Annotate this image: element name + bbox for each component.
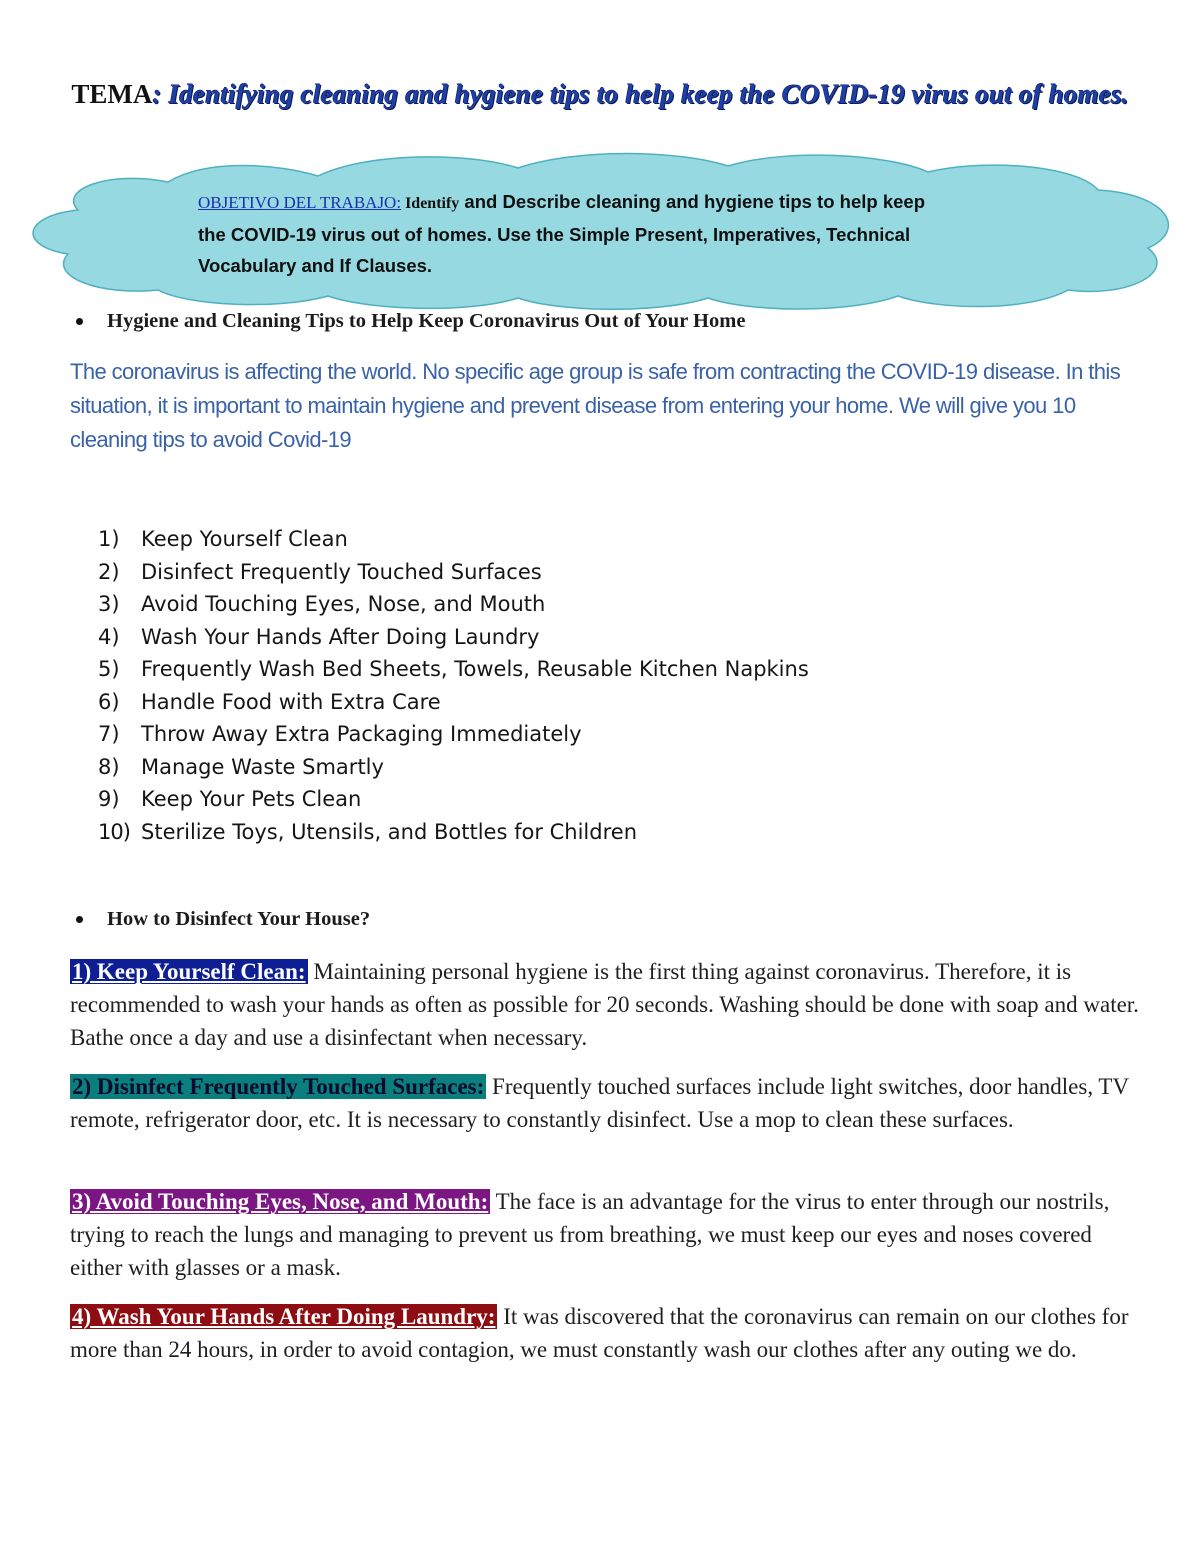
intro-paragraph: The coronavirus is affecting the world. No specific age group is safe from contracting the COVID-19 disease. In this situation, it is important to maintain hygiene and prevent disease from entering your home. We will give you 10 cleaning tips to avoid Covid-19 — [70, 359, 1121, 452]
section-heading-tips-text: Hygiene and Cleaning Tips to Help Keep Coronavirus Out of Your Home — [107, 310, 746, 332]
detail-paragraph-4 — [70, 1300, 1140, 1366]
list-item: 8) Manage Waste Smartly — [98, 754, 384, 779]
detail-label-2: 2) Disinfect Frequently Touched Surfaces: — [72, 1074, 485, 1099]
title-topic: : Identifying cleaning and hygiene tips to help keep the COVID-19 virus out of homes. — [152, 79, 1129, 109]
objective-body: and Describe cleaning and hygiene tips to help keep the COVID-19 virus out of homes. Use the Simple Present, Imperatives, Technical Vocabulary and If Clauses. — [198, 191, 925, 276]
section-heading-tips — [76, 310, 745, 333]
list-item: 3) Avoid Touching Eyes, Nose, and Mouth — [98, 592, 546, 616]
list-item: 6) Handle Food with Extra Care — [98, 689, 441, 714]
list-item: 7) Throw Away Extra Packaging Immediately — [98, 722, 582, 746]
detail-text-2: Frequently touched surfaces include light switches, door handles, TV remote, refrigerator door, etc. It is necessary to constantly disinfect. Use a mop to clean these surfaces. — [70, 1074, 1129, 1132]
list-item: 2) Disinfect Frequently Touched Surfaces — [98, 559, 542, 584]
list-item: 1) Keep Yourself Clean — [98, 527, 348, 551]
section-heading-disinfect — [76, 908, 370, 931]
detail-paragraph-1 — [70, 955, 1140, 1054]
objective-first-word: Identify — [401, 195, 460, 212]
detail-paragraph-3 — [70, 1185, 1140, 1284]
list-item: 4) Wash Your Hands After Doing Laundry — [98, 624, 540, 649]
document-title — [70, 74, 1130, 114]
title-label: TEMA — [71, 79, 153, 109]
detail-text-3: The face is an advantage for the virus to enter through our nostrils, trying to reach the lungs and managing to prevent us from breathing, we must keep our eyes and noses covered either with glasses or a mask. — [70, 1189, 1110, 1280]
list-item: 5) Frequently Wash Bed Sheets, Towels, Reusable Kitchen Napkins — [98, 657, 809, 681]
list-item: 10) Sterilize Toys, Utensils, and Bottles for Children — [98, 819, 638, 844]
bullet-icon — [76, 916, 83, 923]
detail-label-3: 3) Avoid Touching Eyes, Nose, and Mouth: — [72, 1189, 489, 1214]
tips-list — [98, 523, 809, 848]
detail-text-4: It was discovered that the coronavirus can remain on our clothes for more than 24 hours, in order to avoid contagion, we must constantly wash our clothes after any outing we do. — [70, 1304, 1129, 1362]
section-heading-disinfect-text: How to Disinfect Your House? — [107, 908, 371, 930]
detail-label-1: 1) Keep Yourself Clean: — [72, 959, 306, 984]
detail-text-1: Maintaining personal hygiene is the first thing against coronavirus. Therefore, it is recommended to wash your hands as often as possible for 20 seconds. Washing should be done with soap and water. Bathe once a day and use a disinfectant when necessary. — [70, 959, 1139, 1050]
objective-text — [198, 186, 938, 281]
bullet-icon — [76, 318, 83, 325]
detail-paragraph-2 — [70, 1070, 1140, 1136]
objective-label: OBJETIVO DEL TRABAJO: — [198, 193, 402, 212]
detail-label-4: 4) Wash Your Hands After Doing Laundry: — [72, 1304, 496, 1329]
list-item: 9) Keep Your Pets Clean — [98, 787, 362, 811]
